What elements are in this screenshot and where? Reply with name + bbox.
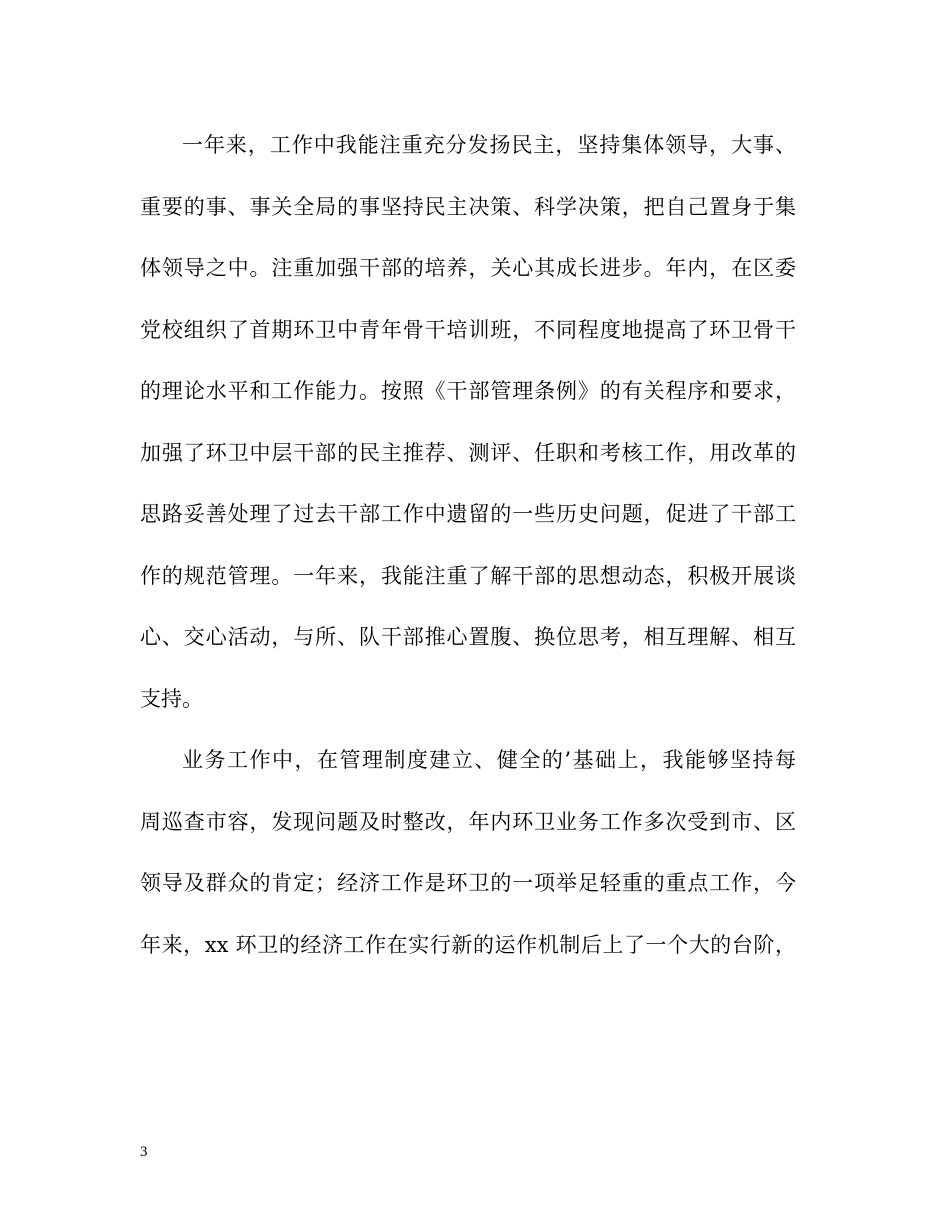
paragraph-line: 心、交心活动，与所、队干部推心置腹、换位思考，相互理解、相互	[140, 625, 796, 649]
paragraph-2	[140, 742, 796, 988]
paragraph-line: 业务工作中，在管理制度建立、健全的’基础上，我能够坚持每	[182, 748, 796, 772]
paragraph-line: 支持。	[140, 686, 203, 711]
paragraph-line: 的理论水平和工作能力。按照《干部管理条例》的有关程序和要求，	[140, 379, 796, 403]
paragraph-line: 年来，xx 环卫的经济工作在实行新的运作机制后上了一个大的台阶，	[140, 932, 796, 957]
paragraph-line: 周巡查市容，发现问题及时整改，年内环卫业务工作多次受到市、区	[140, 809, 796, 834]
paragraph-line: 思路妥善处理了过去干部工作中遗留的一些历史问题，促进了干部工	[140, 502, 796, 526]
page-number: 3	[140, 1144, 148, 1160]
paragraph-line: 一年来，工作中我能注重充分发扬民主，坚持集体领导，大事、	[182, 133, 796, 157]
paragraph-line: 体领导之中。注重加强干部的培养，关心其成长进步。年内，在区委	[140, 256, 796, 280]
document-body	[140, 127, 796, 988]
paragraph-line: 重要的事、事关全局的事坚持民主决策、科学决策，把自己置身于集	[140, 194, 796, 219]
paragraph-line: 加强了环卫中层干部的民主推荐、测评、任职和考核工作，用改革的	[140, 440, 796, 465]
paragraph-line: 领导及群众的肯定；经济工作是环卫的一项举足轻重的重点工作，今	[140, 871, 796, 895]
paragraph-line: 党校组织了首期环卫中青年骨干培训班，不同程度地提高了环卫骨干	[140, 317, 796, 342]
paragraph-1	[140, 127, 796, 742]
paragraph-line: 作的规范管理。一年来，我能注重了解干部的思想动态，积极开展谈	[140, 563, 796, 588]
